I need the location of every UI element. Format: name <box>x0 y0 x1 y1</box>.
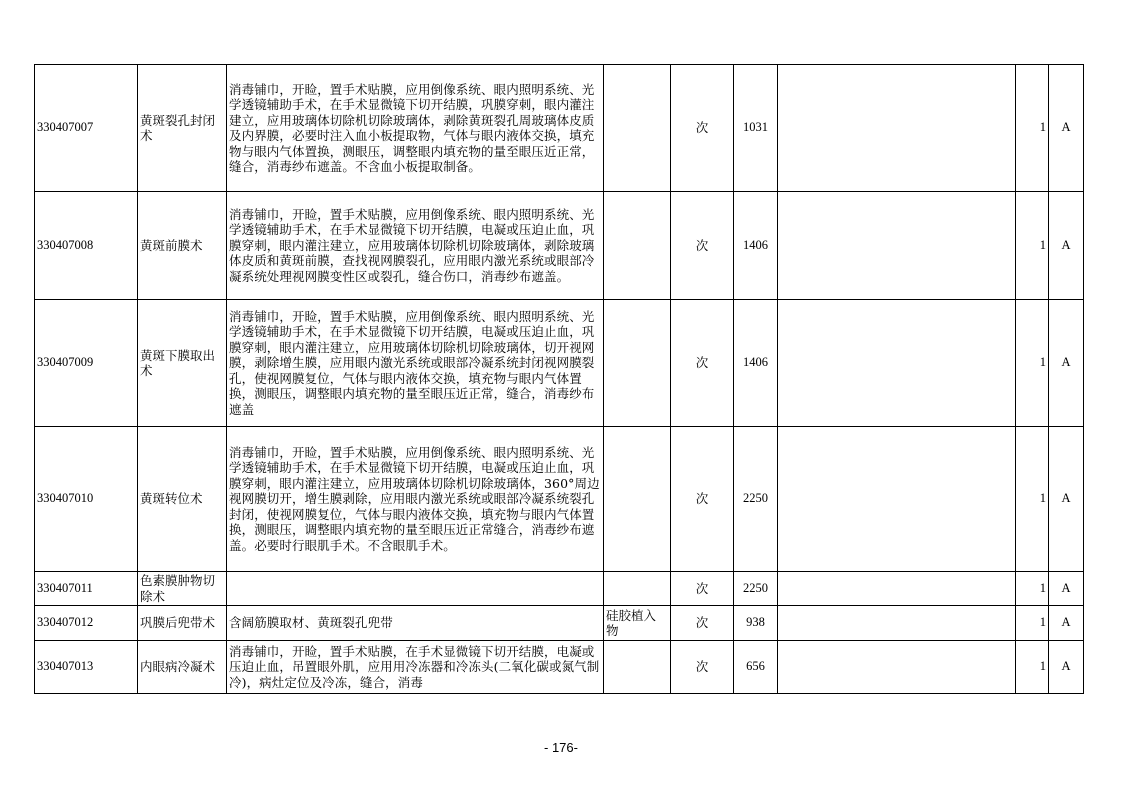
item-excluded: 硅胶植入物 <box>604 606 671 641</box>
item-content: 消毒铺巾，开睑，置手术贴膜，应用倒像系统、眼内照明系统、光学透镜辅助手术，在手术显微镜下切开结膜，电凝或压迫止血，巩膜穿刺，眼内灌注建立，应用玻璃体切除机切除玻璃体，360°周边视网膜切开，增生膜剥除，应用眼内激光系统或眼部冷凝系统裂孔封闭，使视网膜复位，气体与眼内液体交换，填充物与眼内气体置换，测眼压，调整眼内填充物的量至眼压近正常缝合，消毒纱布遮盖。必要时行眼肌手术。不含眼肌手术。 <box>227 427 604 572</box>
item-price: 1406 <box>734 192 778 300</box>
item-code: 330407009 <box>35 300 138 427</box>
item-content: 消毒铺巾，开睑，置手术贴膜，应用倒像系统、眼内照明系统、光学透镜辅助手术，在手术显微镜下切开结膜，电凝或压迫止血，巩膜穿刺，眼内灌注建立，应用玻璃体切除机切除玻璃体，切开视网膜，剥除增生膜，应用眼内激光系统或眼部冷凝系统封闭视网膜裂孔，使视网膜复位，气体与眼内液体交换，填充物与眼内气体置换，测眼压，调整眼内填充物的量至眼压近正常，缝合，消毒纱布遮盖 <box>227 300 604 427</box>
item-name: 内眼病冷凝术 <box>138 641 227 694</box>
item-note <box>778 65 1016 192</box>
item-name: 黄斑前膜术 <box>138 192 227 300</box>
item-code: 330407011 <box>35 572 138 606</box>
item-note <box>778 192 1016 300</box>
item-excluded <box>604 427 671 572</box>
table-row <box>35 606 1084 641</box>
table-row <box>35 192 1084 300</box>
item-excluded <box>604 192 671 300</box>
item-excluded <box>604 572 671 606</box>
item-unit: 次 <box>671 606 734 641</box>
table-row <box>35 65 1084 192</box>
item-grade: A <box>1049 427 1084 572</box>
item-excluded <box>604 641 671 694</box>
item-category: 1 <box>1016 300 1049 427</box>
item-unit: 次 <box>671 427 734 572</box>
item-unit: 次 <box>671 300 734 427</box>
table-row <box>35 427 1084 572</box>
item-note <box>778 641 1016 694</box>
item-name: 黄斑裂孔封闭术 <box>138 65 227 192</box>
item-unit: 次 <box>671 572 734 606</box>
item-content: 含阔筋膜取材、黄斑裂孔兜带 <box>227 606 604 641</box>
item-note <box>778 300 1016 427</box>
item-category: 1 <box>1016 192 1049 300</box>
item-excluded <box>604 65 671 192</box>
item-grade: A <box>1049 606 1084 641</box>
item-code: 330407007 <box>35 65 138 192</box>
item-grade: A <box>1049 641 1084 694</box>
item-code: 330407008 <box>35 192 138 300</box>
item-price: 938 <box>734 606 778 641</box>
item-price: 1406 <box>734 300 778 427</box>
item-name: 巩膜后兜带术 <box>138 606 227 641</box>
item-grade: A <box>1049 192 1084 300</box>
table-row <box>35 300 1084 427</box>
item-price: 2250 <box>734 427 778 572</box>
item-category: 1 <box>1016 572 1049 606</box>
item-price: 2250 <box>734 572 778 606</box>
item-note <box>778 572 1016 606</box>
table-row <box>35 572 1084 606</box>
item-code: 330407013 <box>35 641 138 694</box>
item-category: 1 <box>1016 427 1049 572</box>
item-code: 330407010 <box>35 427 138 572</box>
item-price: 656 <box>734 641 778 694</box>
item-note <box>778 427 1016 572</box>
item-note <box>778 606 1016 641</box>
item-content: 消毒铺巾，开睑，置手术贴膜，在手术显微镜下切开结膜，电凝或压迫止血，吊置眼外肌，应用用冷冻器和冷冻头(二氧化碳或氮气制冷)，病灶定位及冷冻，缝合，消毒 <box>227 641 604 694</box>
item-unit: 次 <box>671 641 734 694</box>
pricing-table <box>34 64 1084 694</box>
item-excluded <box>604 300 671 427</box>
item-category: 1 <box>1016 641 1049 694</box>
item-grade: A <box>1049 300 1084 427</box>
item-name: 色素膜肿物切除术 <box>138 572 227 606</box>
item-code: 330407012 <box>35 606 138 641</box>
item-content: 消毒铺巾，开睑，置手术贴膜，应用倒像系统、眼内照明系统、光学透镜辅助手术，在手术显微镜下切开结膜，巩膜穿刺，眼内灌注建立，应用玻璃体切除机切除玻璃体，剥除黄斑裂孔周玻璃体皮质及内界膜，必要时注入血小板提取物，气体与眼内液体交换，填充物与眼内气体置换，测眼压，调整眼内填充物的量至眼压近正常，缝合，消毒纱布遮盖。不含血小板提取制备。 <box>227 65 604 192</box>
item-grade: A <box>1049 65 1084 192</box>
page-number: - 176- <box>544 740 578 755</box>
item-grade: A <box>1049 572 1084 606</box>
item-unit: 次 <box>671 192 734 300</box>
item-price: 1031 <box>734 65 778 192</box>
item-category: 1 <box>1016 65 1049 192</box>
item-content: 消毒铺巾，开睑，置手术贴膜，应用倒像系统、眼内照明系统、光学透镜辅助手术，在手术显微镜下切开结膜，电凝或压迫止血，巩膜穿刺，眼内灌注建立，应用玻璃体切除机切除玻璃体，剥除玻璃体皮质和黄斑前膜，查找视网膜裂孔，应用眼内激光系统或眼部冷凝系统处理视网膜变性区或裂孔，缝合伤口，消毒纱布遮盖。 <box>227 192 604 300</box>
item-unit: 次 <box>671 65 734 192</box>
item-name: 黄斑转位术 <box>138 427 227 572</box>
item-category: 1 <box>1016 606 1049 641</box>
item-content <box>227 572 604 606</box>
table-row <box>35 641 1084 694</box>
item-name: 黄斑下膜取出术 <box>138 300 227 427</box>
